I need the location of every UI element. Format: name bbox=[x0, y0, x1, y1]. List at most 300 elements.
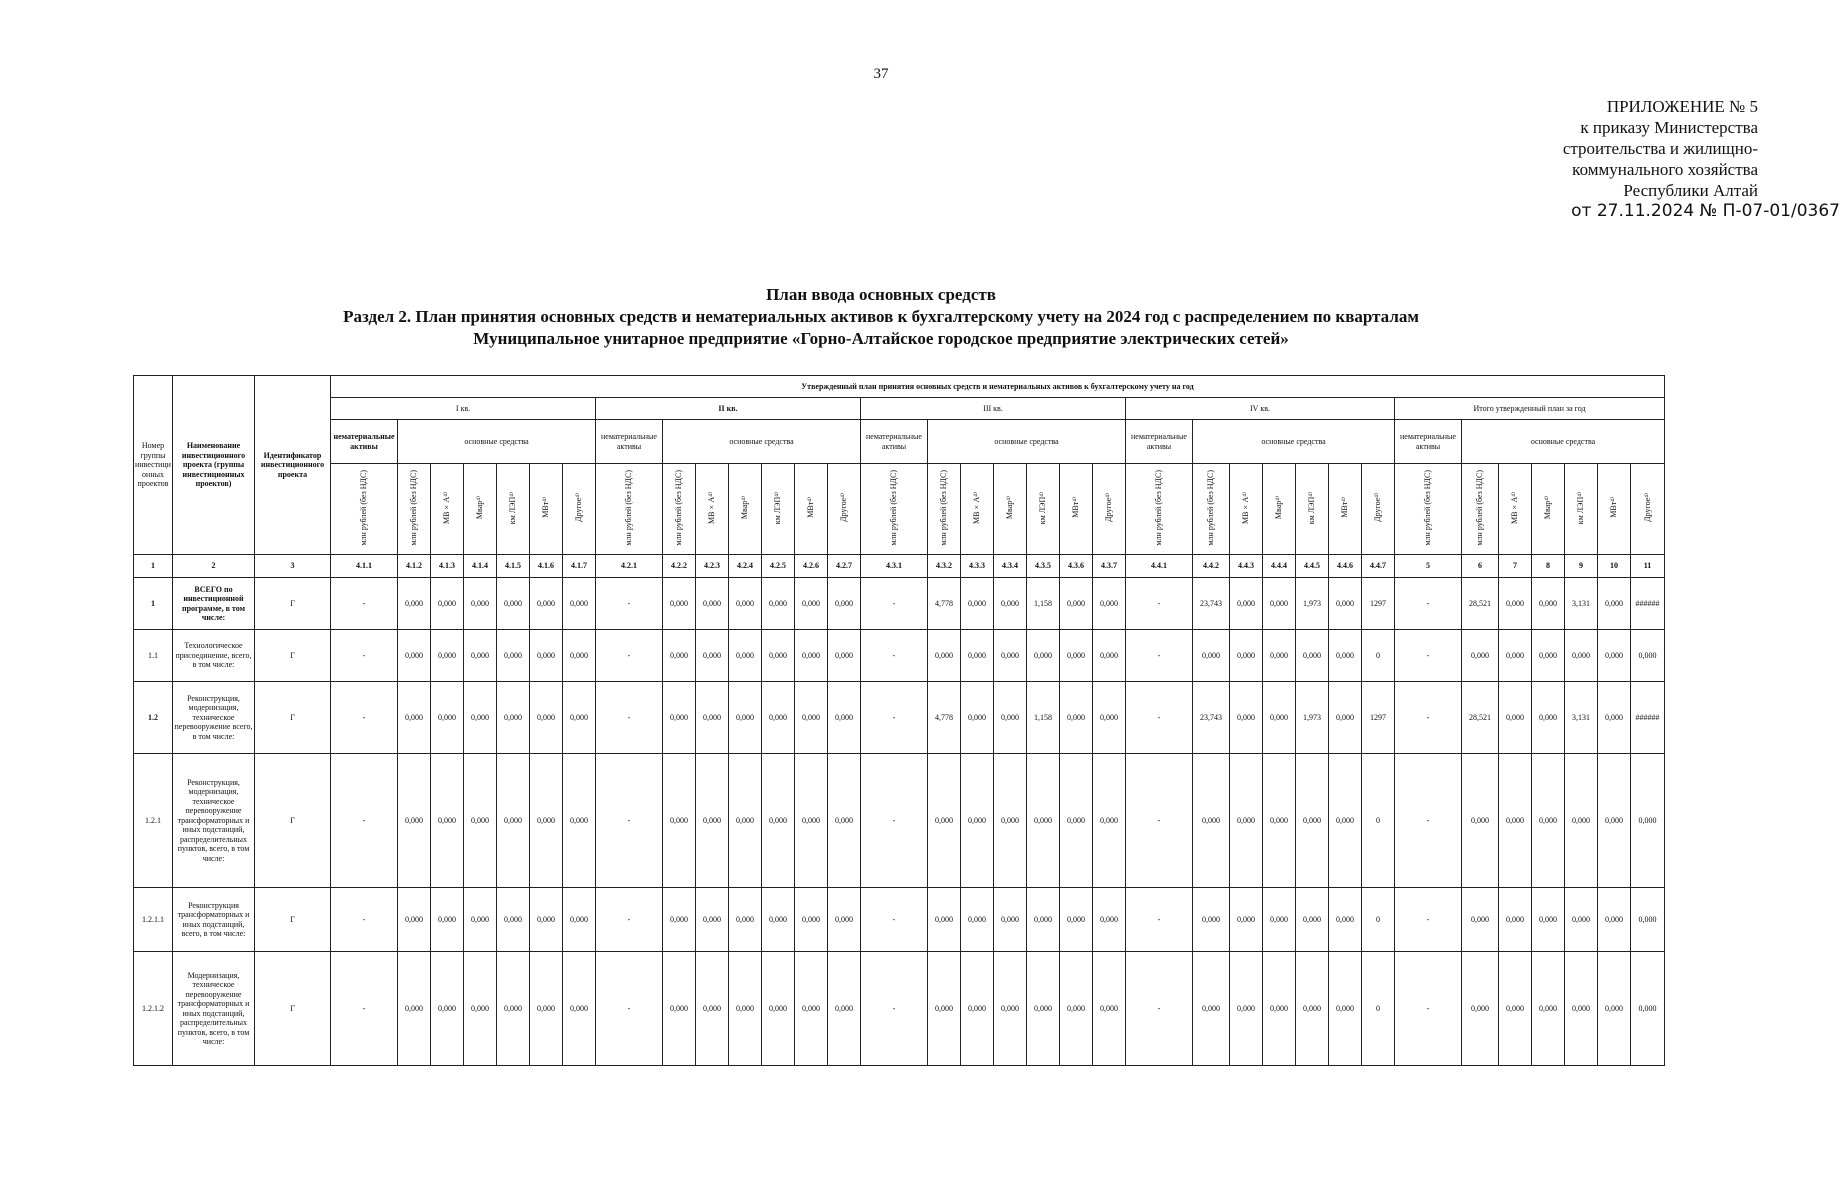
column-number: 4.3.3 bbox=[961, 555, 994, 578]
table-cell: 0,000 bbox=[1060, 952, 1093, 1066]
table-cell: 0,000 bbox=[464, 682, 497, 754]
header-unit bbox=[861, 464, 928, 555]
header-unit-label: км ЛЭП⁴⁾ bbox=[1307, 491, 1317, 524]
table-cell: 0,000 bbox=[1060, 888, 1093, 952]
header-unit-label: Мвар⁴⁾ bbox=[1274, 496, 1284, 520]
column-number: 7 bbox=[1499, 555, 1532, 578]
table-cell: 0,000 bbox=[1027, 630, 1060, 682]
table-cell: 0,000 bbox=[1329, 578, 1362, 630]
table-cell: 0,000 bbox=[1631, 630, 1665, 682]
header-project-name: Наименование инвестиционного проекта (группы инвестиционных проектов) bbox=[173, 376, 255, 555]
table-cell: 0,000 bbox=[729, 578, 762, 630]
table-cell: 0,000 bbox=[431, 888, 464, 952]
table-cell: 0,000 bbox=[563, 952, 596, 1066]
table-row bbox=[134, 952, 1665, 1066]
header-unit bbox=[530, 464, 563, 555]
table-cell: 0,000 bbox=[497, 952, 530, 1066]
column-number: 4.2.4 bbox=[729, 555, 762, 578]
header-unit-label: млн рублей (без НДС) bbox=[1475, 470, 1485, 546]
table-cell: 28,521 bbox=[1462, 578, 1499, 630]
header-unit-label: МВт⁴⁾ bbox=[1609, 497, 1619, 519]
table-cell: 0,000 bbox=[398, 952, 431, 1066]
header-unit-label: Другое⁴⁾ bbox=[574, 493, 584, 523]
table-cell: 0,000 bbox=[464, 754, 497, 888]
table-cell: 0,000 bbox=[1263, 682, 1296, 754]
table-cell: 0,000 bbox=[431, 754, 464, 888]
header-unit-label: км ЛЭП⁴⁾ bbox=[1576, 491, 1586, 524]
header-unit-label: млн рублей (без НДС) bbox=[359, 470, 369, 546]
column-number: 1 bbox=[134, 555, 173, 578]
header-unit bbox=[1230, 464, 1263, 555]
table-cell: ###### bbox=[1631, 682, 1665, 754]
table-cell: 0,000 bbox=[431, 578, 464, 630]
row-name: Модернизация, техническое перевооружение трансформаторных и иных подстанций, распределительных пунктов, всего, в том числе: bbox=[173, 952, 255, 1066]
table-cell: 0,000 bbox=[1329, 952, 1362, 1066]
table-cell: 0,000 bbox=[1499, 952, 1532, 1066]
table-cell: - bbox=[1126, 578, 1193, 630]
header-unit-label: км ЛЭП⁴⁾ bbox=[508, 491, 518, 524]
table-cell: 0,000 bbox=[729, 754, 762, 888]
header-unit bbox=[1093, 464, 1126, 555]
table-cell: - bbox=[861, 630, 928, 682]
table-cell: 0,000 bbox=[563, 682, 596, 754]
table-cell: 0,000 bbox=[762, 578, 795, 630]
header-unit-label: млн рублей (без НДС) bbox=[624, 470, 634, 546]
header-identifier: Идентификатор инвестиционного проекта bbox=[255, 376, 331, 555]
table-cell: 0,000 bbox=[663, 682, 696, 754]
row-identifier: Г bbox=[255, 888, 331, 952]
header-unit bbox=[1565, 464, 1598, 555]
header-unit bbox=[398, 464, 431, 555]
header-unit-label: млн рублей (без НДС) bbox=[1423, 470, 1433, 546]
header-unit-label: км ЛЭП⁴⁾ bbox=[773, 491, 783, 524]
table-cell: 0,000 bbox=[1499, 682, 1532, 754]
header-top: Утвержденный план принятия основных средств и нематериальных активов к бухгалтерскому учету на год bbox=[331, 376, 1665, 398]
row-identifier: Г bbox=[255, 952, 331, 1066]
table-cell: 0,000 bbox=[961, 578, 994, 630]
header-unit bbox=[1395, 464, 1462, 555]
table-cell: 0 bbox=[1362, 952, 1395, 1066]
document-titles bbox=[0, 284, 1762, 350]
header-intangible-assets: нематериальные активы bbox=[1126, 420, 1193, 464]
table-cell: 0,000 bbox=[696, 888, 729, 952]
header-unit-label: млн рублей (без НДС) bbox=[674, 470, 684, 546]
plan-table bbox=[133, 375, 1665, 1066]
table-cell: 0,000 bbox=[961, 630, 994, 682]
header-unit bbox=[729, 464, 762, 555]
table-cell: 0 bbox=[1362, 888, 1395, 952]
table-cell: ###### bbox=[1631, 578, 1665, 630]
table-cell: 0,000 bbox=[1565, 754, 1598, 888]
column-number: 10 bbox=[1598, 555, 1631, 578]
header-unit-label: Другое⁴⁾ bbox=[839, 493, 849, 523]
table-cell: 0,000 bbox=[1296, 754, 1329, 888]
column-number: 11 bbox=[1631, 555, 1665, 578]
table-cell: 0,000 bbox=[1532, 754, 1565, 888]
table-cell: 0,000 bbox=[563, 888, 596, 952]
table-cell: 0,000 bbox=[1230, 754, 1263, 888]
table-cell: 0,000 bbox=[762, 888, 795, 952]
table-cell: 0,000 bbox=[994, 952, 1027, 1066]
table-cell: 0,000 bbox=[431, 952, 464, 1066]
row-name: Реконструкция, модернизация, техническое перевооружение всего, в том числе: bbox=[173, 682, 255, 754]
table-row bbox=[134, 630, 1665, 682]
table-cell: 4,778 bbox=[928, 578, 961, 630]
header-quarter-4: IV кв. bbox=[1126, 398, 1395, 420]
plan-table-body bbox=[134, 376, 1665, 1066]
table-cell: 0,000 bbox=[1598, 888, 1631, 952]
header-unit bbox=[1060, 464, 1093, 555]
table-cell: - bbox=[1126, 888, 1193, 952]
table-row bbox=[134, 888, 1665, 952]
table-cell: 0,000 bbox=[762, 952, 795, 1066]
table-cell: - bbox=[1126, 630, 1193, 682]
table-cell: 0,000 bbox=[530, 754, 563, 888]
column-number: 4.4.6 bbox=[1329, 555, 1362, 578]
header-quarter-2: II кв. bbox=[596, 398, 861, 420]
appendix-line: к приказу Министерства bbox=[1580, 118, 1758, 137]
table-cell: 0,000 bbox=[663, 630, 696, 682]
table-cell: 0,000 bbox=[696, 630, 729, 682]
table-cell: 0,000 bbox=[696, 754, 729, 888]
header-unit bbox=[1499, 464, 1532, 555]
table-cell: 0,000 bbox=[1565, 630, 1598, 682]
table-cell: 0,000 bbox=[1027, 754, 1060, 888]
table-cell: 0,000 bbox=[1093, 754, 1126, 888]
column-number: 4.3.1 bbox=[861, 555, 928, 578]
table-cell: 0,000 bbox=[1462, 630, 1499, 682]
header-unit-label: Мвар⁴⁾ bbox=[740, 496, 750, 520]
table-cell: 0,000 bbox=[431, 630, 464, 682]
table-cell: - bbox=[596, 682, 663, 754]
column-number: 9 bbox=[1565, 555, 1598, 578]
header-total: Итого утвержденный план за год bbox=[1395, 398, 1665, 420]
table-cell: 0,000 bbox=[1532, 682, 1565, 754]
table-cell: - bbox=[596, 578, 663, 630]
header-unit bbox=[1126, 464, 1193, 555]
table-cell: 0,000 bbox=[828, 952, 861, 1066]
table-cell: 0,000 bbox=[1329, 630, 1362, 682]
table-cell: 0,000 bbox=[1329, 754, 1362, 888]
column-number: 4.3.7 bbox=[1093, 555, 1126, 578]
row-name: ВСЕГО по инвестиционной программе, в том числе: bbox=[173, 578, 255, 630]
table-cell: 0,000 bbox=[1631, 754, 1665, 888]
table-cell: - bbox=[331, 888, 398, 952]
title-line-3: Муниципальное унитарное предприятие «Горно-Алтайское городское предприятие электрических сетей» bbox=[473, 329, 1289, 348]
table-cell: 0,000 bbox=[530, 682, 563, 754]
table-cell: 0,000 bbox=[1499, 578, 1532, 630]
column-number: 4.3.4 bbox=[994, 555, 1027, 578]
header-unit bbox=[762, 464, 795, 555]
header-unit-label: млн рублей (без НДС) bbox=[889, 470, 899, 546]
appendix-line: Республики Алтай bbox=[1623, 181, 1758, 200]
header-unit bbox=[1263, 464, 1296, 555]
table-cell: 0,000 bbox=[762, 682, 795, 754]
table-cell: 0,000 bbox=[1598, 952, 1631, 1066]
table-cell: 0,000 bbox=[1193, 630, 1230, 682]
table-row bbox=[134, 578, 1665, 630]
table-cell: 0,000 bbox=[1499, 630, 1532, 682]
table-cell: - bbox=[1395, 888, 1462, 952]
table-cell: 0,000 bbox=[729, 888, 762, 952]
table-cell: - bbox=[596, 888, 663, 952]
table-cell: 0,000 bbox=[1565, 952, 1598, 1066]
table-cell: 0,000 bbox=[1598, 578, 1631, 630]
table-cell: 0,000 bbox=[1093, 888, 1126, 952]
column-number: 4.3.6 bbox=[1060, 555, 1093, 578]
table-cell: 0,000 bbox=[1263, 578, 1296, 630]
table-cell: 0,000 bbox=[961, 682, 994, 754]
table-cell: 3,131 bbox=[1565, 578, 1598, 630]
table-cell: 1,973 bbox=[1296, 578, 1329, 630]
column-number: 4.4.1 bbox=[1126, 555, 1193, 578]
row-identifier: Г bbox=[255, 578, 331, 630]
table-cell: 0,000 bbox=[795, 630, 828, 682]
table-cell: 0,000 bbox=[398, 682, 431, 754]
table-cell: 0,000 bbox=[828, 630, 861, 682]
table-cell: 0 bbox=[1362, 754, 1395, 888]
table-cell: - bbox=[331, 630, 398, 682]
column-number: 4.4.7 bbox=[1362, 555, 1395, 578]
table-cell: - bbox=[331, 754, 398, 888]
column-number: 4.1.3 bbox=[431, 555, 464, 578]
table-cell: 0,000 bbox=[663, 754, 696, 888]
table-cell: 0,000 bbox=[1532, 888, 1565, 952]
table-cell: - bbox=[861, 888, 928, 952]
header-unit bbox=[1362, 464, 1395, 555]
table-cell: 0,000 bbox=[1329, 888, 1362, 952]
row-identifier: Г bbox=[255, 754, 331, 888]
table-cell: - bbox=[861, 578, 928, 630]
header-unit-label: Мвар⁴⁾ bbox=[1005, 496, 1015, 520]
column-number: 3 bbox=[255, 555, 331, 578]
header-unit bbox=[994, 464, 1027, 555]
table-cell: - bbox=[331, 952, 398, 1066]
table-cell: 0,000 bbox=[961, 754, 994, 888]
table-cell: - bbox=[596, 630, 663, 682]
header-unit bbox=[431, 464, 464, 555]
table-row bbox=[134, 754, 1665, 888]
header-unit-label: Другое⁴⁾ bbox=[1642, 493, 1652, 523]
table-cell: 0,000 bbox=[1296, 630, 1329, 682]
table-cell: 0,000 bbox=[1230, 630, 1263, 682]
table-cell: 23,743 bbox=[1193, 682, 1230, 754]
header-fixed-assets: основные средства bbox=[1462, 420, 1665, 464]
column-number: 4.4.2 bbox=[1193, 555, 1230, 578]
header-unit-label: млн рублей (без НДС) bbox=[939, 470, 949, 546]
header-unit bbox=[1462, 464, 1499, 555]
row-name: Технологическое присоединение, всего, в том числе: bbox=[173, 630, 255, 682]
table-cell: 0,000 bbox=[1631, 888, 1665, 952]
table-cell: 0,000 bbox=[1193, 952, 1230, 1066]
table-cell: 0,000 bbox=[663, 952, 696, 1066]
table-cell: 3,131 bbox=[1565, 682, 1598, 754]
table-cell: 0,000 bbox=[1598, 630, 1631, 682]
header-fixed-assets: основные средства bbox=[663, 420, 861, 464]
table-cell: 0,000 bbox=[1230, 952, 1263, 1066]
header-unit-label: МВ×А⁴⁾ bbox=[1510, 491, 1520, 524]
table-cell: 0,000 bbox=[1230, 888, 1263, 952]
header-intangible-assets: нематериальные активы bbox=[1395, 420, 1462, 464]
table-cell: 0,000 bbox=[497, 888, 530, 952]
header-unit-label: МВ×А⁴⁾ bbox=[707, 491, 717, 524]
column-number: 4.2.3 bbox=[696, 555, 729, 578]
column-number: 4.2.2 bbox=[663, 555, 696, 578]
header-unit-label: Мвар⁴⁾ bbox=[1543, 496, 1553, 520]
header-unit bbox=[1329, 464, 1362, 555]
table-cell: 0,000 bbox=[795, 578, 828, 630]
column-number: 4.4.5 bbox=[1296, 555, 1329, 578]
row-number: 1.2.1 bbox=[134, 754, 173, 888]
column-number: 4.2.6 bbox=[795, 555, 828, 578]
row-number: 1.1 bbox=[134, 630, 173, 682]
table-cell: 0,000 bbox=[663, 888, 696, 952]
header-unit-label: МВ×А⁴⁾ bbox=[972, 491, 982, 524]
table-cell: 0,000 bbox=[1296, 888, 1329, 952]
column-number: 4.3.2 bbox=[928, 555, 961, 578]
header-fixed-assets: основные средства bbox=[398, 420, 596, 464]
table-cell: 0,000 bbox=[431, 682, 464, 754]
header-unit bbox=[464, 464, 497, 555]
table-cell: 0,000 bbox=[1093, 952, 1126, 1066]
table-cell: - bbox=[596, 754, 663, 888]
table-cell: 1297 bbox=[1362, 578, 1395, 630]
header-unit bbox=[1532, 464, 1565, 555]
table-cell: 0,000 bbox=[530, 888, 563, 952]
table-cell: 1,158 bbox=[1027, 578, 1060, 630]
column-number: 4.1.1 bbox=[331, 555, 398, 578]
table-cell: 0,000 bbox=[663, 578, 696, 630]
table-cell: - bbox=[331, 578, 398, 630]
table-cell: 0,000 bbox=[1631, 952, 1665, 1066]
table-cell: 0,000 bbox=[464, 888, 497, 952]
table-cell: 28,521 bbox=[1462, 682, 1499, 754]
table-cell: 0,000 bbox=[928, 630, 961, 682]
table-cell: 0,000 bbox=[1263, 952, 1296, 1066]
header-unit bbox=[1631, 464, 1665, 555]
column-number: 2 bbox=[173, 555, 255, 578]
table-cell: 0,000 bbox=[1296, 952, 1329, 1066]
header-unit bbox=[596, 464, 663, 555]
table-cell: 0,000 bbox=[530, 952, 563, 1066]
table-cell: 0,000 bbox=[1532, 630, 1565, 682]
table-cell: - bbox=[1395, 754, 1462, 888]
column-number: 4.1.6 bbox=[530, 555, 563, 578]
table-cell: 0,000 bbox=[1462, 754, 1499, 888]
table-cell: 0,000 bbox=[398, 754, 431, 888]
table-cell: 0,000 bbox=[729, 630, 762, 682]
table-cell: 0,000 bbox=[729, 682, 762, 754]
table-cell: 0,000 bbox=[398, 888, 431, 952]
title-line-1: План ввода основных средств bbox=[766, 285, 996, 304]
row-name: Реконструкция, модернизация, техническое перевооружение трансформаторных и иных подстанций, распределительных пунктов, всего, в том числе: bbox=[173, 754, 255, 888]
table-cell: 0,000 bbox=[1263, 888, 1296, 952]
header-unit-label: МВ×А⁴⁾ bbox=[442, 491, 452, 524]
header-quarter-1: I кв. bbox=[331, 398, 596, 420]
table-cell: 0,000 bbox=[1093, 682, 1126, 754]
table-cell: 0,000 bbox=[994, 630, 1027, 682]
table-cell: - bbox=[861, 754, 928, 888]
table-cell: 0,000 bbox=[1329, 682, 1362, 754]
table-cell: - bbox=[1395, 952, 1462, 1066]
table-cell: 0,000 bbox=[994, 754, 1027, 888]
header-unit bbox=[1027, 464, 1060, 555]
header-unit bbox=[828, 464, 861, 555]
appendix-line: коммунального хозяйства bbox=[1572, 160, 1758, 179]
table-cell: 1,158 bbox=[1027, 682, 1060, 754]
appendix-date: от 27.11.2024 № П-07-01/0367 bbox=[1571, 201, 1840, 221]
table-cell: - bbox=[1395, 682, 1462, 754]
table-cell: - bbox=[596, 952, 663, 1066]
table-cell: 0,000 bbox=[1532, 952, 1565, 1066]
table-cell: 0,000 bbox=[762, 630, 795, 682]
table-cell: 0,000 bbox=[1462, 888, 1499, 952]
header-unit bbox=[663, 464, 696, 555]
table-cell: - bbox=[1126, 682, 1193, 754]
table-cell: 0,000 bbox=[563, 630, 596, 682]
header-unit-label: МВ×А⁴⁾ bbox=[1241, 491, 1251, 524]
table-cell: 0,000 bbox=[1060, 682, 1093, 754]
header-unit-label: млн рублей (без НДС) bbox=[409, 470, 419, 546]
table-cell: 0 bbox=[1362, 630, 1395, 682]
table-cell: 0,000 bbox=[1060, 630, 1093, 682]
table-cell: 0,000 bbox=[497, 682, 530, 754]
header-unit bbox=[497, 464, 530, 555]
table-cell: 0,000 bbox=[928, 888, 961, 952]
table-cell: 0,000 bbox=[1565, 888, 1598, 952]
column-number: 4.2.7 bbox=[828, 555, 861, 578]
table-cell: 0,000 bbox=[762, 754, 795, 888]
header-fixed-assets: основные средства bbox=[928, 420, 1126, 464]
header-unit-label: млн рублей (без НДС) bbox=[1154, 470, 1164, 546]
table-row bbox=[134, 682, 1665, 754]
table-cell: 0,000 bbox=[994, 578, 1027, 630]
table-cell: 0,000 bbox=[530, 578, 563, 630]
table-cell: 0,000 bbox=[398, 578, 431, 630]
header-fixed-assets: основные средства bbox=[1193, 420, 1395, 464]
table-cell: 0,000 bbox=[828, 888, 861, 952]
column-number: 8 bbox=[1532, 555, 1565, 578]
table-cell: 0,000 bbox=[994, 682, 1027, 754]
table-cell: 0,000 bbox=[464, 630, 497, 682]
table-cell: 0,000 bbox=[828, 754, 861, 888]
column-number: 4.1.2 bbox=[398, 555, 431, 578]
header-unit bbox=[1598, 464, 1631, 555]
header-unit bbox=[696, 464, 729, 555]
column-number: 4.1.5 bbox=[497, 555, 530, 578]
column-number: 4.3.5 bbox=[1027, 555, 1060, 578]
header-unit-label: км ЛЭП⁴⁾ bbox=[1038, 491, 1048, 524]
table-cell: 0,000 bbox=[928, 952, 961, 1066]
table-cell: 0,000 bbox=[1093, 630, 1126, 682]
table-cell: 0,000 bbox=[795, 754, 828, 888]
column-number: 4.4.3 bbox=[1230, 555, 1263, 578]
header-unit bbox=[563, 464, 596, 555]
table-cell: 0,000 bbox=[398, 630, 431, 682]
table-cell: 1297 bbox=[1362, 682, 1395, 754]
table-cell: 0,000 bbox=[795, 682, 828, 754]
table-cell: 0,000 bbox=[1060, 578, 1093, 630]
appendix-block bbox=[1320, 96, 1840, 222]
column-number: 4.1.7 bbox=[563, 555, 596, 578]
table-cell: 0,000 bbox=[795, 888, 828, 952]
table-cell: 0,000 bbox=[497, 578, 530, 630]
table-cell: 0,000 bbox=[696, 682, 729, 754]
header-unit-label: Другое⁴⁾ bbox=[1373, 493, 1383, 523]
table-cell: 0,000 bbox=[464, 952, 497, 1066]
table-cell: 0,000 bbox=[464, 578, 497, 630]
appendix-line: ПРИЛОЖЕНИЕ № 5 bbox=[1606, 97, 1758, 116]
